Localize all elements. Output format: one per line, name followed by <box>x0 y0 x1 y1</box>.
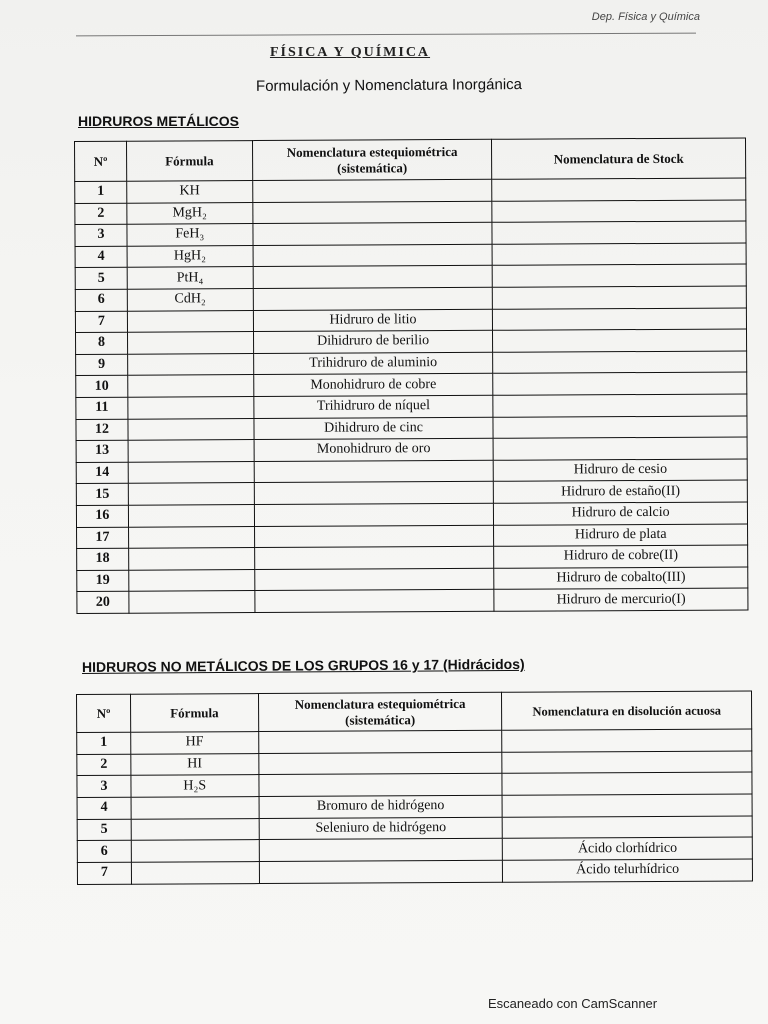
cell-n: 11 <box>76 397 128 419</box>
cell-stock[interactable]: Hidruro de plata <box>494 523 748 546</box>
cell-stock[interactable]: Hidruro de estaño(II) <box>494 480 748 503</box>
cell-stock[interactable] <box>493 308 747 331</box>
scanner-watermark: Escaneado con CamScanner <box>488 996 658 1011</box>
cell-formula[interactable] <box>129 548 255 570</box>
cell-sistematica[interactable]: Hidruro de litio <box>253 309 493 332</box>
cell-acuosa[interactable] <box>503 816 753 839</box>
cell-sistematica[interactable] <box>254 568 494 591</box>
cell-n: 3 <box>77 776 131 798</box>
col-header-formula: Fórmula <box>130 694 258 733</box>
cell-n: 4 <box>77 797 131 819</box>
table-row <box>77 859 752 884</box>
cell-n: 9 <box>76 354 128 376</box>
cell-n: 3 <box>75 224 127 246</box>
cell-stock[interactable]: Hidruro de cobre(II) <box>494 545 748 568</box>
cell-n: 6 <box>77 841 131 863</box>
cell-formula[interactable] <box>127 332 253 354</box>
col-header-sistematica-line2: (sistemática) <box>337 159 408 176</box>
cell-sistematica[interactable] <box>254 482 494 505</box>
cell-stock[interactable] <box>493 437 747 460</box>
cell-formula[interactable] <box>128 353 254 375</box>
cell-n: 10 <box>76 376 128 398</box>
cell-n: 5 <box>77 819 131 841</box>
cell-sistematica[interactable] <box>259 774 503 797</box>
cell-stock[interactable] <box>492 200 746 223</box>
page-title: FÍSICA Y QUÍMICA <box>269 45 431 60</box>
col-header-sistematica <box>258 692 502 731</box>
cell-formula[interactable]: HI <box>131 753 259 775</box>
header-divider <box>76 33 696 37</box>
cell-n: 1 <box>77 732 131 754</box>
cell-formula[interactable] <box>129 569 255 591</box>
cell-formula[interactable] <box>129 591 255 613</box>
table-row <box>77 588 748 613</box>
cell-sistematica[interactable]: Monohidruro de cobre <box>253 374 493 397</box>
cell-stock[interactable] <box>492 243 746 266</box>
cell-formula[interactable] <box>128 440 254 462</box>
cell-formula[interactable] <box>128 526 254 548</box>
cell-formula[interactable]: KH <box>127 181 253 203</box>
cell-stock[interactable] <box>493 416 747 439</box>
table-hidracidos <box>76 690 753 884</box>
cell-formula[interactable] <box>128 483 254 505</box>
cell-n: 16 <box>76 505 128 527</box>
cell-n: 20 <box>77 592 129 614</box>
cell-n: 6 <box>75 289 127 311</box>
col-header-sistematica-line2: (sistemática) <box>345 711 416 728</box>
cell-sistematica[interactable]: Monohidruro de oro <box>254 438 494 461</box>
page-subtitle: Formulación y Nomenclatura Inorgánica <box>255 76 523 95</box>
cell-sistematica[interactable]: Dihidruro de cinc <box>254 417 494 440</box>
table-hidruros-metalicos <box>74 137 748 613</box>
cell-formula[interactable]: HF <box>131 732 259 754</box>
col-header-num: Nº <box>75 141 127 181</box>
table-header-row <box>75 138 746 182</box>
cell-formula[interactable] <box>131 840 259 862</box>
cell-n: 12 <box>76 419 128 441</box>
cell-sistematica[interactable] <box>254 546 494 569</box>
cell-n: 7 <box>77 862 131 884</box>
department-label: Dep. Física y Química <box>591 11 700 23</box>
cell-stock[interactable]: Hidruro de calcio <box>494 502 748 525</box>
cell-sistematica[interactable] <box>253 222 493 245</box>
col-header-stock: Nomenclatura de Stock <box>492 138 746 179</box>
cell-sistematica[interactable] <box>253 266 493 289</box>
cell-sistematica[interactable] <box>252 179 492 202</box>
cell-formula[interactable]: HgH₂ <box>127 245 253 267</box>
cell-formula[interactable] <box>128 504 254 526</box>
cell-formula[interactable]: MgH₂ <box>127 202 253 224</box>
cell-sistematica[interactable] <box>253 201 493 224</box>
col-header-sistematica-line1: Nomenclatura estequiométrica <box>286 143 458 160</box>
cell-stock[interactable] <box>493 351 747 374</box>
cell-n: 2 <box>75 203 127 225</box>
cell-formula[interactable] <box>128 397 254 419</box>
cell-formula[interactable]: PtH₄ <box>127 267 253 289</box>
col-header-sistematica <box>252 139 492 180</box>
cell-stock[interactable] <box>493 372 747 395</box>
cell-n: 1 <box>75 181 127 203</box>
cell-n: 19 <box>77 570 129 592</box>
cell-sistematica[interactable] <box>254 525 494 548</box>
cell-formula[interactable]: H₂S <box>131 775 259 797</box>
cell-stock[interactable] <box>493 394 747 417</box>
cell-stock[interactable] <box>493 329 747 352</box>
cell-sistematica[interactable] <box>259 839 503 862</box>
cell-sistematica[interactable] <box>254 460 494 483</box>
cell-n: 13 <box>76 440 128 462</box>
cell-stock[interactable] <box>493 286 747 309</box>
cell-sistematica[interactable] <box>255 590 495 613</box>
cell-sistematica[interactable] <box>259 752 503 775</box>
cell-formula[interactable] <box>131 797 259 819</box>
cell-formula[interactable] <box>128 461 254 483</box>
cell-stock[interactable] <box>493 264 747 287</box>
section-title-hidruros-metalicos: HIDRUROS METÁLICOS <box>78 113 239 129</box>
cell-n: 18 <box>77 548 129 570</box>
col-header-num: Nº <box>77 694 131 732</box>
cell-acuosa[interactable]: Ácido clorhídrico <box>503 837 753 860</box>
table-header-row <box>77 691 752 733</box>
cell-n: 4 <box>75 246 127 268</box>
cell-sistematica[interactable] <box>253 287 493 310</box>
cell-acuosa[interactable]: Ácido telurhídrico <box>503 859 753 882</box>
col-header-sistematica-line1: Nomenclatura estequiométrica <box>294 695 466 712</box>
cell-formula[interactable] <box>131 862 259 884</box>
cell-acuosa[interactable] <box>502 729 752 752</box>
cell-formula[interactable]: CdH₂ <box>127 289 253 311</box>
cell-sistematica[interactable] <box>258 730 502 753</box>
cell-formula[interactable] <box>131 818 259 840</box>
cell-sistematica[interactable] <box>259 860 503 883</box>
cell-formula[interactable] <box>128 418 254 440</box>
cell-sistematica[interactable]: Bromuro de hidrógeno <box>259 795 503 818</box>
cell-sistematica[interactable]: Trihidruro de aluminio <box>253 352 493 375</box>
cell-n: 17 <box>77 527 129 549</box>
cell-n: 8 <box>76 332 128 354</box>
cell-n: 14 <box>76 462 128 484</box>
cell-stock[interactable] <box>492 221 746 244</box>
cell-stock[interactable]: Hidruro de cobalto(III) <box>494 567 748 590</box>
cell-formula[interactable]: FeH₃ <box>127 224 253 246</box>
cell-n: 5 <box>75 268 127 290</box>
cell-sistematica[interactable]: Dihidruro de berilio <box>253 330 493 353</box>
cell-sistematica[interactable]: Seleniuro de hidrógeno <box>259 817 503 840</box>
cell-stock[interactable]: Hidruro de cesio <box>494 459 748 482</box>
col-header-formula: Fórmula <box>126 141 252 182</box>
section-title-hidracidos: HIDRUROS NO METÁLICOS DE LOS GRUPOS 16 y 17 (Hidrácidos) <box>81 655 525 675</box>
cell-n: 2 <box>77 754 131 776</box>
cell-formula[interactable] <box>127 310 253 332</box>
cell-stock[interactable]: Hidruro de mercurio(I) <box>494 588 748 611</box>
cell-acuosa[interactable] <box>502 751 752 774</box>
cell-n: 15 <box>76 484 128 506</box>
cell-acuosa[interactable] <box>502 794 752 817</box>
col-header-acuosa: Nomenclatura en disolución acuosa <box>502 691 752 730</box>
cell-sistematica[interactable] <box>254 503 494 526</box>
cell-n: 7 <box>75 311 127 333</box>
cell-stock[interactable] <box>492 178 746 201</box>
cell-sistematica[interactable] <box>253 244 493 267</box>
cell-formula[interactable] <box>128 375 254 397</box>
cell-sistematica[interactable]: Trihidruro de níquel <box>254 395 494 418</box>
cell-acuosa[interactable] <box>502 772 752 795</box>
